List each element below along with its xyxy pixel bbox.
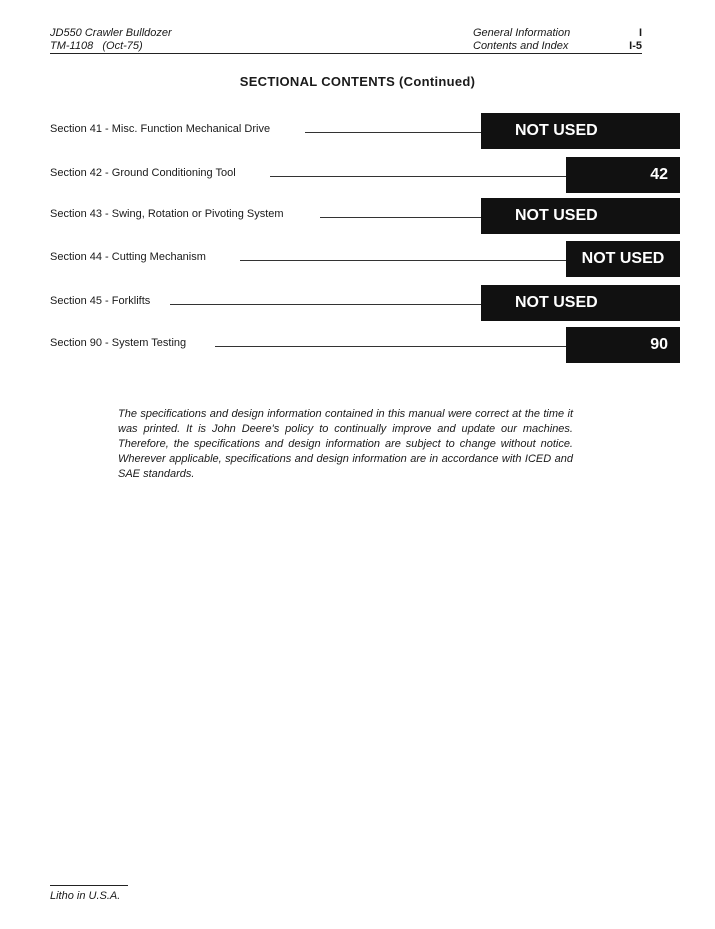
- header-right: [473, 27, 570, 53]
- manual-title: JD550 Crawler Bulldozer: [50, 27, 172, 39]
- section-row[interactable]: [50, 241, 680, 277]
- section-tab-text: NOT USED: [515, 294, 598, 311]
- section-tab-text: NOT USED: [581, 250, 665, 267]
- section-row[interactable]: [50, 113, 680, 149]
- section-tab[interactable]: [481, 285, 680, 321]
- leader-line: [270, 176, 568, 177]
- page-number: I-5: [629, 40, 642, 52]
- section-tab[interactable]: [566, 157, 680, 193]
- section-label: Section 43 - Swing, Rotation or Pivoting System: [50, 208, 284, 220]
- section-tab-text: 90: [650, 336, 668, 353]
- section-row[interactable]: [50, 327, 680, 363]
- leader-line: [215, 346, 568, 347]
- leader-line: [170, 304, 483, 305]
- section-label: Section 41 - Misc. Function Mechanical Drive: [50, 123, 271, 135]
- page-ref: [622, 27, 642, 53]
- chapter-title: General Information: [473, 27, 571, 39]
- chapter-subtitle: Contents and Index: [473, 40, 569, 52]
- section-row[interactable]: [50, 198, 680, 234]
- footer-rule: [50, 885, 128, 886]
- section-label: Section 44 - Cutting Mechanism: [50, 251, 206, 263]
- page-title: SECTIONAL CONTENTS (Continued): [239, 74, 476, 89]
- section-row[interactable]: [50, 157, 680, 193]
- section-label: Section 90 - System Testing: [50, 337, 187, 349]
- section-label: Section 42 - Ground Conditioning Tool: [50, 167, 236, 179]
- footer-text: Litho in U.S.A.: [50, 890, 121, 902]
- leader-line: [305, 132, 483, 133]
- section-tab-text: NOT USED: [515, 122, 598, 139]
- section-letter: I: [638, 27, 642, 39]
- section-tab[interactable]: [566, 241, 680, 277]
- section-tab-text: 42: [650, 166, 668, 183]
- section-row[interactable]: [50, 285, 680, 321]
- header-left: [50, 27, 172, 53]
- section-tab[interactable]: [566, 327, 680, 363]
- section-tab-text: NOT USED: [515, 207, 598, 224]
- manual-number: TM-1108 (Oct-75): [50, 40, 143, 52]
- leader-line: [320, 217, 483, 218]
- section-label: Section 45 - Forklifts: [50, 295, 151, 307]
- header-rule: [50, 53, 642, 54]
- section-tab[interactable]: [481, 113, 680, 149]
- disclaimer-text: The specifications and design information contained in this manual were correct at the time it was printed. It is John Deere's policy to continually improve and update our machines. Therefore, the specifications and design information are subject to change without notice. Wherever applicable, specifications and design information are in accordance with ICED and SAE standards.: [118, 408, 573, 480]
- leader-line: [240, 260, 568, 261]
- section-tab[interactable]: [481, 198, 680, 234]
